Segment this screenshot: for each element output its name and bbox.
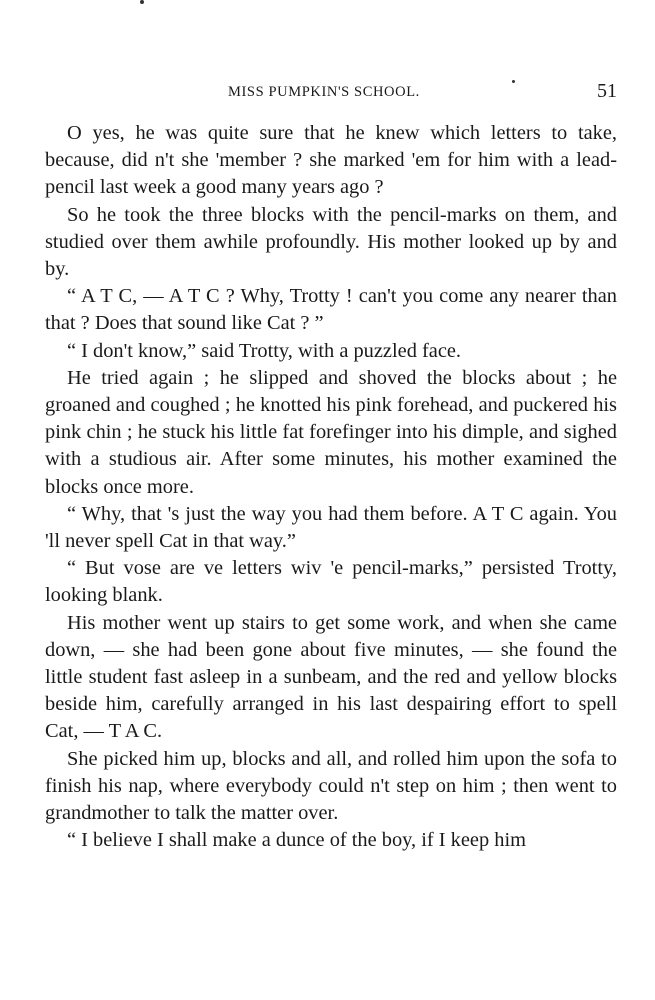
running-head: MISS PUMPKIN'S SCHOOL. <box>228 84 420 100</box>
paragraph: O yes, he was quite sure that he knew which letters to take, because, did n't she 'member ? she marked 'em for him with a lead-pencil last week a good many years ago ? <box>45 122 617 199</box>
paragraph: “ I don't know,” said Trotty, with a puzzled face. <box>67 339 462 362</box>
page-number: 51 <box>597 80 617 102</box>
paragraph: She picked him up, blocks and all, and rolled him upon the sofa to finish his nap, where everybody could n't step on him ; then went to grandmother to talk the matter over. <box>45 747 617 825</box>
page-header <box>45 80 617 104</box>
body-text <box>45 120 617 854</box>
paragraph: He tried again ; he slipped and shoved the blocks about ; he groaned and coughed ; he knotted his pink forehead, and puckered his pink chin ; he stuck his little fat forefinger into his dimple, and sighed with a studious air. After some minutes, his mother examined the blocks once more. <box>45 366 617 498</box>
paragraph: “ But vose are ve letters wiv 'e pencil-marks,” persisted Trotty, looking blank. <box>45 557 617 607</box>
paragraph: So he took the three blocks with the pencil-marks on them, and studied over them awhile profoundly. His mother looked up by and by. <box>45 203 617 281</box>
paragraph: “ A T C, — A T C ? Why, Trotty ! can't you come any nearer than that ? Does that sound like Cat ? ” <box>45 285 617 335</box>
paragraph: His mother went up stairs to get some work, and when she came down, — she had been gone about five minutes, — she found the little student fast asleep in a sunbeam, and the red and yellow blocks beside him, carefully arranged in his last despairing effort to spell Cat, — T A C. <box>45 611 617 743</box>
paragraph: “ Why, that 's just the way you had them before. A T C again. You 'll never spell Cat in that way.” <box>45 502 617 553</box>
paragraph: “ I believe I shall make a dunce of the boy, if I keep him <box>67 829 526 852</box>
ink-speck <box>140 0 144 4</box>
